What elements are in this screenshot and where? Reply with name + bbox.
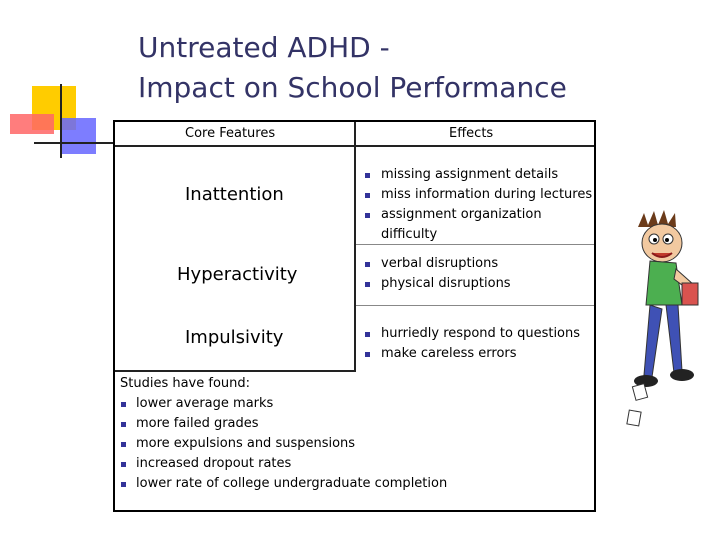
effect-item: make careless errors (363, 344, 580, 364)
study-item: lower average marks (120, 394, 447, 414)
effect-item: verbal disruptions (363, 254, 511, 274)
effects-inattention (363, 165, 594, 245)
decor-square-red (10, 114, 54, 134)
study-item: increased dropout rates (120, 454, 447, 474)
effect-item: physical disruptions (363, 274, 511, 294)
study-item: more expulsions and suspensions (120, 434, 447, 454)
studies-section (120, 374, 447, 494)
title-line-2: Impact on School Performance (138, 71, 567, 104)
effects-hyperactivity (363, 254, 511, 294)
effects-impulsivity (363, 324, 580, 364)
student-cartoon-icon (620, 205, 712, 437)
row-divider-2 (356, 305, 594, 306)
adhd-table (113, 120, 596, 512)
effect-item: hurriedly respond to questions (363, 324, 580, 344)
title-line-1: Untreated ADHD - (138, 31, 390, 64)
slide-title (138, 28, 698, 108)
decor-line-vertical (60, 84, 62, 158)
effect-item: miss information during lectures (363, 185, 594, 205)
table-bottom-divider (115, 370, 356, 372)
study-item: more failed grades (120, 414, 447, 434)
feature-hyperactivity: Hyperactivity (177, 264, 298, 285)
effect-item: assignment organization difficulty (363, 205, 594, 245)
decor-square-blue (60, 118, 96, 154)
decor-line-horizontal (34, 142, 114, 144)
column-divider (354, 122, 356, 372)
study-item: lower rate of college undergraduate completion (120, 474, 447, 494)
header-core-features: Core Features (185, 126, 276, 141)
feature-inattention: Inattention (185, 184, 284, 205)
header-effects: Effects (449, 126, 494, 141)
studies-list (120, 394, 447, 494)
effect-item: missing assignment details (363, 165, 594, 185)
studies-heading: Studies have found: (120, 376, 251, 391)
feature-impulsivity: Impulsivity (185, 327, 284, 348)
